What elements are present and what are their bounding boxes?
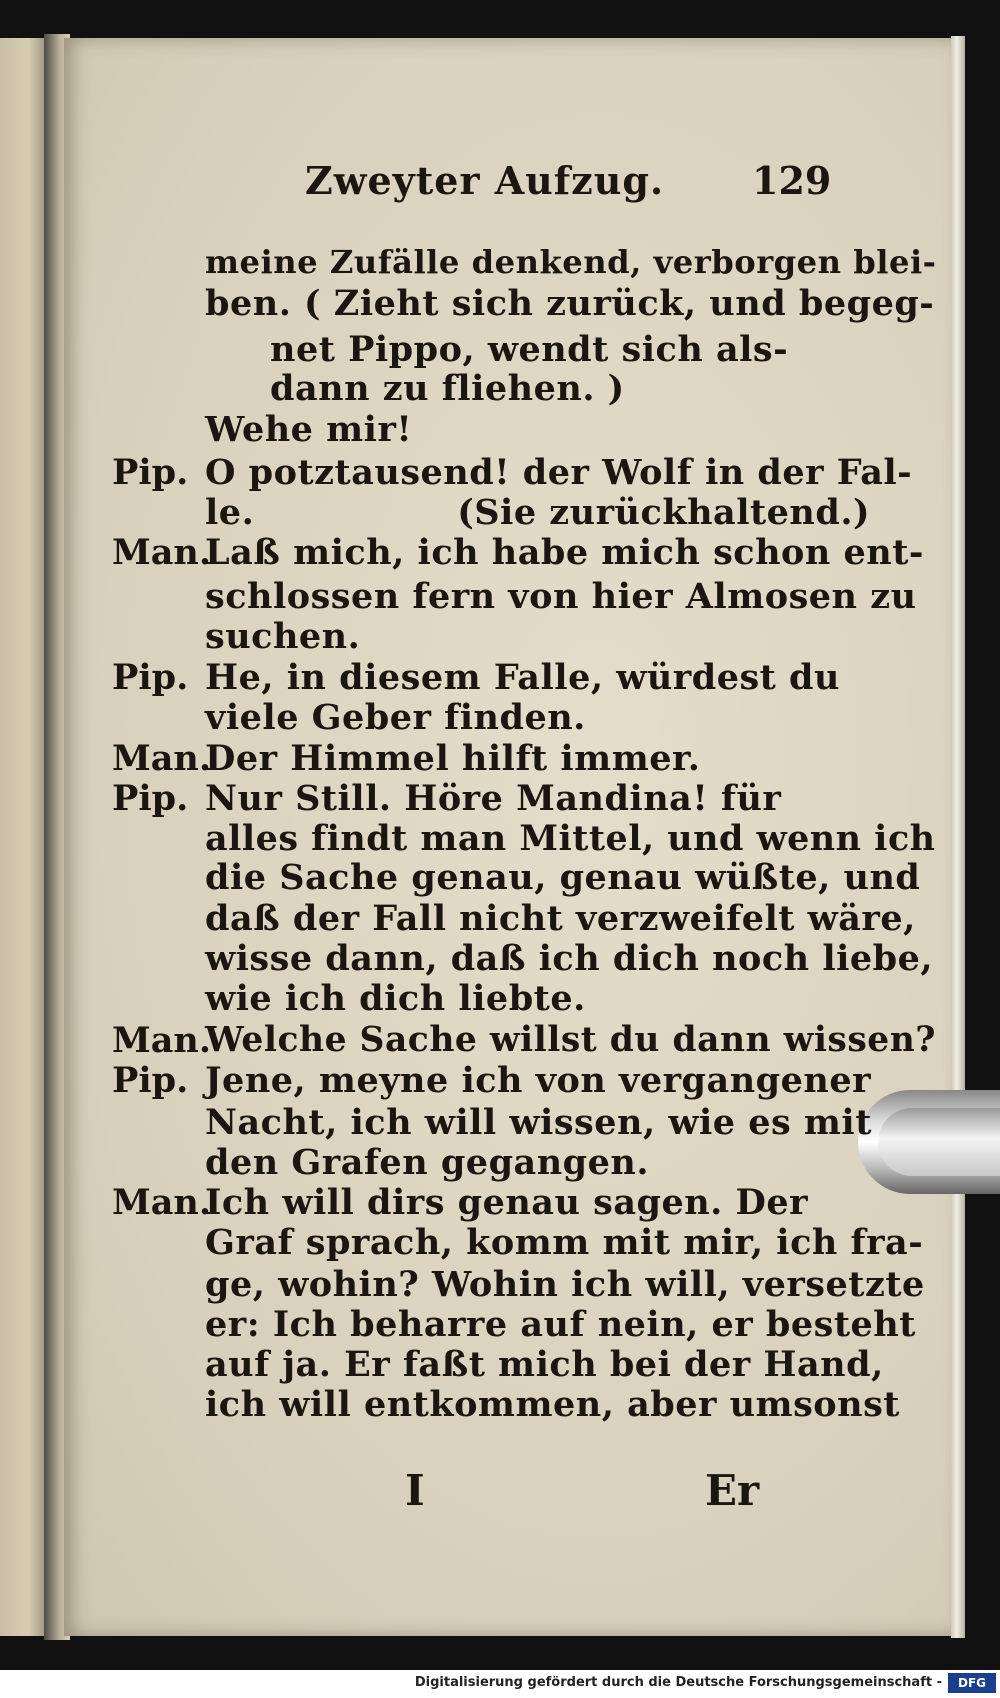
text-line: schlossen fern von hier Almosen zu xyxy=(205,576,917,617)
text-line: daß der Fall nicht verzweifelt wäre, xyxy=(205,898,916,939)
text-line: wie ich dich liebte. xyxy=(205,978,586,1019)
text-line: Wehe mir! xyxy=(205,409,413,450)
funding-credit: Digitalisierung gefördert durch die Deutsche Forschungsgemeinschaft - xyxy=(414,1675,942,1690)
text-line: viele Geber finden. xyxy=(205,697,586,738)
running-header: Zweyter Aufzug. xyxy=(305,158,665,203)
page-clip-highlight xyxy=(878,1108,1000,1176)
speaker-label: Man. xyxy=(112,738,212,779)
text-line: ben. ( Zieht sich zurück, und begeg- xyxy=(205,283,935,324)
text-line: O potztausend! der Wolf in der Fal- xyxy=(205,452,913,493)
dfg-logo: DFG xyxy=(948,1673,996,1693)
text-line: Jene, meyne ich von vergangener xyxy=(205,1060,872,1101)
text-line: le. (Sie zurückhaltend.) xyxy=(205,492,871,533)
text-line: ich will entkommen, aber umsonst xyxy=(205,1384,900,1425)
page-edge xyxy=(951,36,965,1638)
text-line: dann zu fliehen. ) xyxy=(270,368,625,409)
text-line: ge, wohin? Wohin ich will, versetzte xyxy=(205,1264,925,1305)
text-line: auf ja. Er faßt mich bei der Hand, xyxy=(205,1344,884,1385)
text-line: Nur Still. Höre Mandina! für xyxy=(205,778,782,819)
text-line: er: Ich beharre auf nein, er besteht xyxy=(205,1304,916,1345)
text-line: He, in diesem Falle, würdest du xyxy=(205,657,840,698)
page-number: 129 xyxy=(752,158,832,203)
text-line: suchen. xyxy=(205,616,361,657)
speaker-label: Man. xyxy=(112,1020,212,1061)
text-line: Nacht, ich will wissen, wie es mit xyxy=(205,1102,872,1143)
speaker-label: Pip. xyxy=(112,657,189,698)
speaker-label: Man. xyxy=(112,1182,212,1223)
text-line: meine Zufälle denkend, verborgen blei- xyxy=(205,243,937,281)
text-line: wisse dann, daß ich dich noch liebe, xyxy=(205,938,934,979)
speaker-label: Man. xyxy=(112,532,212,573)
text-line: Graf sprach, komm mit mir, ich fra- xyxy=(205,1222,924,1263)
text-line: die Sache genau, genau wüßte, und xyxy=(205,857,921,898)
text-line: net Pippo, wendt sich als- xyxy=(270,329,789,370)
catchword: Er xyxy=(705,1466,760,1515)
text-line: den Grafen gegangen. xyxy=(205,1142,650,1183)
speaker-label: Pip. xyxy=(112,778,189,819)
speaker-label: Pip. xyxy=(112,1060,189,1101)
text-line: Welche Sache willst du dann wissen? xyxy=(205,1020,937,1060)
signature-mark: I xyxy=(405,1466,425,1515)
text-line: Ich will dirs genau sagen. Der xyxy=(205,1182,809,1223)
text-line: Laß mich, ich habe mich schon ent- xyxy=(205,532,924,573)
text-line: alles findt man Mittel, und wenn ich xyxy=(205,818,936,859)
text-line: Der Himmel hilft immer. xyxy=(205,738,701,779)
speaker-label: Pip. xyxy=(112,452,189,493)
page-clip xyxy=(858,1090,1000,1194)
